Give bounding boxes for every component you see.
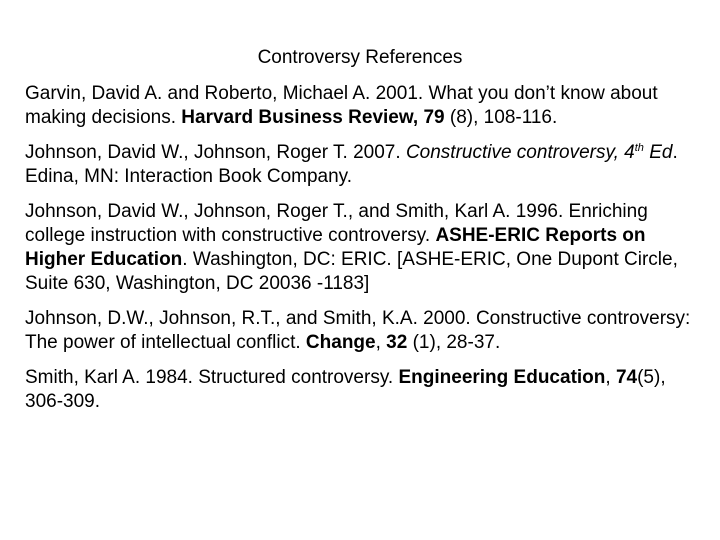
reference-johnson-1996: Johnson, David W., Johnson, Roger T., and Smith, Karl A. 1996. Enriching college instruction with constructive controversy. ASHE-ERIC Reports on Higher Education. Washington, DC: ERIC. [ASHE-ERIC, One Dupont Circle, Suite 630, Washington, DC 20036 -1183]: [25, 201, 678, 294]
page-title: Controversy References: [257, 47, 463, 68]
reference-johnson-2000: Johnson, D.W., Johnson, R.T., and Smith, K.A. 2000. Constructive controversy: The power of intellectual conflict. Change, 32 (1), 28-37.: [25, 308, 691, 353]
reference-smith-1984: Smith, Karl A. 1984. Structured controversy. Engineering Education, 74(5), 306-309.: [25, 367, 666, 412]
reference-johnson-2007: Johnson, David W., Johnson, Roger T. 2007. Constructive controversy, 4th Ed. Edina, MN: Interaction Book Company.: [25, 142, 678, 187]
reference-garvin-2001: Garvin, David A. and Roberto, Michael A. 2001. What you don’t know about making decisions. Harvard Business Review, 79 (8), 108-116.: [25, 83, 658, 128]
reference-list: [25, 82, 701, 425]
